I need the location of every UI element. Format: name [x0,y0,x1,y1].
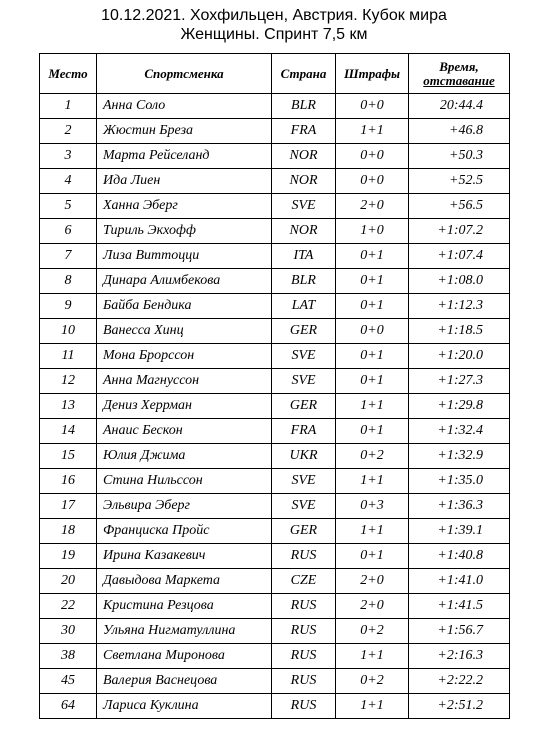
cell-penalties: 0+1 [336,269,409,294]
table-row [40,319,510,344]
cell-country: FRA [272,419,336,444]
cell-place: 64 [40,694,97,719]
cell-country: CZE [272,569,336,594]
cell-time: +1:20.0 [409,344,510,369]
cell-time: +1:36.3 [409,494,510,519]
cell-place: 15 [40,444,97,469]
cell-place: 19 [40,544,97,569]
table-row [40,544,510,569]
cell-penalties: 0+1 [336,244,409,269]
cell-athlete: Давыдова Маркета [97,569,272,594]
table-row [40,344,510,369]
table-row [40,219,510,244]
cell-athlete: Лиза Виттоцци [97,244,272,269]
cell-country: FRA [272,119,336,144]
cell-place: 13 [40,394,97,419]
cell-penalties: 2+0 [336,194,409,219]
cell-country: RUS [272,619,336,644]
column-header-country: Страна [272,54,336,94]
cell-place: 18 [40,519,97,544]
cell-penalties: 2+0 [336,569,409,594]
cell-athlete: Ида Лиен [97,169,272,194]
cell-penalties: 1+1 [336,519,409,544]
cell-penalties: 0+2 [336,444,409,469]
cell-place: 11 [40,344,97,369]
cell-country: NOR [272,169,336,194]
column-header-time-line1: Время, [439,58,479,74]
cell-athlete: Анна Магнуссон [97,369,272,394]
cell-time: +1:41.5 [409,594,510,619]
page-title [0,6,548,44]
cell-penalties: 0+2 [336,619,409,644]
cell-place: 38 [40,644,97,669]
cell-athlete: Мона Брорссон [97,344,272,369]
cell-penalties: 0+1 [336,419,409,444]
cell-country: GER [272,394,336,419]
table-row [40,394,510,419]
cell-time: +1:08.0 [409,269,510,294]
cell-country: SVE [272,469,336,494]
cell-athlete: Анаис Бескон [97,419,272,444]
cell-penalties: 1+1 [336,469,409,494]
cell-place: 22 [40,594,97,619]
cell-athlete: Марта Рейселанд [97,144,272,169]
table-row [40,119,510,144]
cell-country: BLR [272,269,336,294]
table-row [40,694,510,719]
cell-country: RUS [272,694,336,719]
cell-time: +52.5 [409,169,510,194]
cell-country: RUS [272,644,336,669]
table-row [40,619,510,644]
cell-athlete: Динара Алимбекова [97,269,272,294]
table-row [40,369,510,394]
table-row [40,244,510,269]
cell-athlete: Байба Бендика [97,294,272,319]
cell-country: GER [272,519,336,544]
cell-place: 2 [40,119,97,144]
cell-time: +1:32.9 [409,444,510,469]
cell-time: +1:41.0 [409,569,510,594]
cell-country: SVE [272,369,336,394]
cell-penalties: 0+0 [336,319,409,344]
cell-time: +46.8 [409,119,510,144]
cell-place: 20 [40,569,97,594]
cell-time: +1:29.8 [409,394,510,419]
cell-athlete: Ирина Казакевич [97,544,272,569]
cell-place: 9 [40,294,97,319]
cell-penalties: 0+0 [336,144,409,169]
cell-country: SVE [272,494,336,519]
cell-time: +1:35.0 [409,469,510,494]
cell-athlete: Жюстин Бреза [97,119,272,144]
cell-time: +1:07.4 [409,244,510,269]
cell-athlete: Тириль Экхофф [97,219,272,244]
cell-country: RUS [272,669,336,694]
table-row [40,469,510,494]
cell-athlete: Эльвира Эберг [97,494,272,519]
title-line-event: 10.12.2021. Хохфильцен, Австрия. Кубок мира [101,7,447,24]
cell-time: +1:18.5 [409,319,510,344]
cell-time: 20:44.4 [409,94,510,119]
cell-penalties: 1+1 [336,119,409,144]
cell-place: 16 [40,469,97,494]
cell-country: BLR [272,94,336,119]
cell-place: 10 [40,319,97,344]
results-table [39,53,510,719]
cell-place: 1 [40,94,97,119]
cell-time: +1:56.7 [409,619,510,644]
cell-time: +1:12.3 [409,294,510,319]
column-header-penalties: Штрафы [336,54,409,94]
cell-athlete: Франциска Пройс [97,519,272,544]
cell-place: 5 [40,194,97,219]
cell-country: SVE [272,344,336,369]
table-row [40,669,510,694]
cell-time: +1:39.1 [409,519,510,544]
cell-place: 7 [40,244,97,269]
cell-country: RUS [272,594,336,619]
cell-athlete: Ванесса Хинц [97,319,272,344]
cell-time: +56.5 [409,194,510,219]
cell-place: 3 [40,144,97,169]
cell-penalties: 1+0 [336,219,409,244]
cell-place: 30 [40,619,97,644]
cell-athlete: Кристина Резцова [97,594,272,619]
column-header-time-line2: отставание [423,72,495,88]
cell-country: UKR [272,444,336,469]
cell-penalties: 0+0 [336,94,409,119]
cell-athlete: Светлана Миронова [97,644,272,669]
cell-country: NOR [272,219,336,244]
cell-time: +2:16.3 [409,644,510,669]
cell-time: +1:27.3 [409,369,510,394]
cell-penalties: 2+0 [336,594,409,619]
column-header-athlete: Спортсменка [97,54,272,94]
table-header-row [40,54,510,94]
table-row [40,194,510,219]
cell-penalties: 0+1 [336,294,409,319]
cell-time: +2:51.2 [409,694,510,719]
cell-place: 4 [40,169,97,194]
cell-athlete: Ульяна Нигматуллина [97,619,272,644]
column-header-place: Место [40,54,97,94]
cell-penalties: 1+1 [336,644,409,669]
cell-country: ITA [272,244,336,269]
cell-time: +1:40.8 [409,544,510,569]
table-row [40,594,510,619]
table-row [40,519,510,544]
cell-penalties: 0+1 [336,344,409,369]
cell-time: +1:32.4 [409,419,510,444]
cell-athlete: Анна Соло [97,94,272,119]
cell-penalties: 0+2 [336,669,409,694]
cell-place: 17 [40,494,97,519]
table-row [40,169,510,194]
cell-athlete: Дениз Херрман [97,394,272,419]
cell-place: 14 [40,419,97,444]
cell-country: RUS [272,544,336,569]
cell-time: +1:07.2 [409,219,510,244]
title-line-race: Женщины. Спринт 7,5 км [180,26,368,43]
cell-place: 8 [40,269,97,294]
cell-penalties: 1+1 [336,394,409,419]
cell-penalties: 0+3 [336,494,409,519]
cell-place: 12 [40,369,97,394]
column-header-time [409,54,510,94]
table-row [40,419,510,444]
cell-country: GER [272,319,336,344]
cell-athlete: Стина Нильссон [97,469,272,494]
cell-athlete: Юлия Джима [97,444,272,469]
cell-time: +50.3 [409,144,510,169]
cell-athlete: Лариса Куклина [97,694,272,719]
table-row [40,94,510,119]
cell-penalties: 1+1 [336,694,409,719]
results-table-body [40,94,510,719]
cell-penalties: 0+1 [336,369,409,394]
table-row [40,144,510,169]
table-row [40,569,510,594]
cell-athlete: Ханна Эберг [97,194,272,219]
cell-country: LAT [272,294,336,319]
table-row [40,294,510,319]
table-row [40,644,510,669]
cell-place: 45 [40,669,97,694]
cell-place: 6 [40,219,97,244]
cell-athlete: Валерия Васнецова [97,669,272,694]
cell-penalties: 0+1 [336,544,409,569]
cell-country: SVE [272,194,336,219]
table-row [40,269,510,294]
cell-penalties: 0+0 [336,169,409,194]
table-row [40,444,510,469]
table-row [40,494,510,519]
cell-country: NOR [272,144,336,169]
cell-time: +2:22.2 [409,669,510,694]
